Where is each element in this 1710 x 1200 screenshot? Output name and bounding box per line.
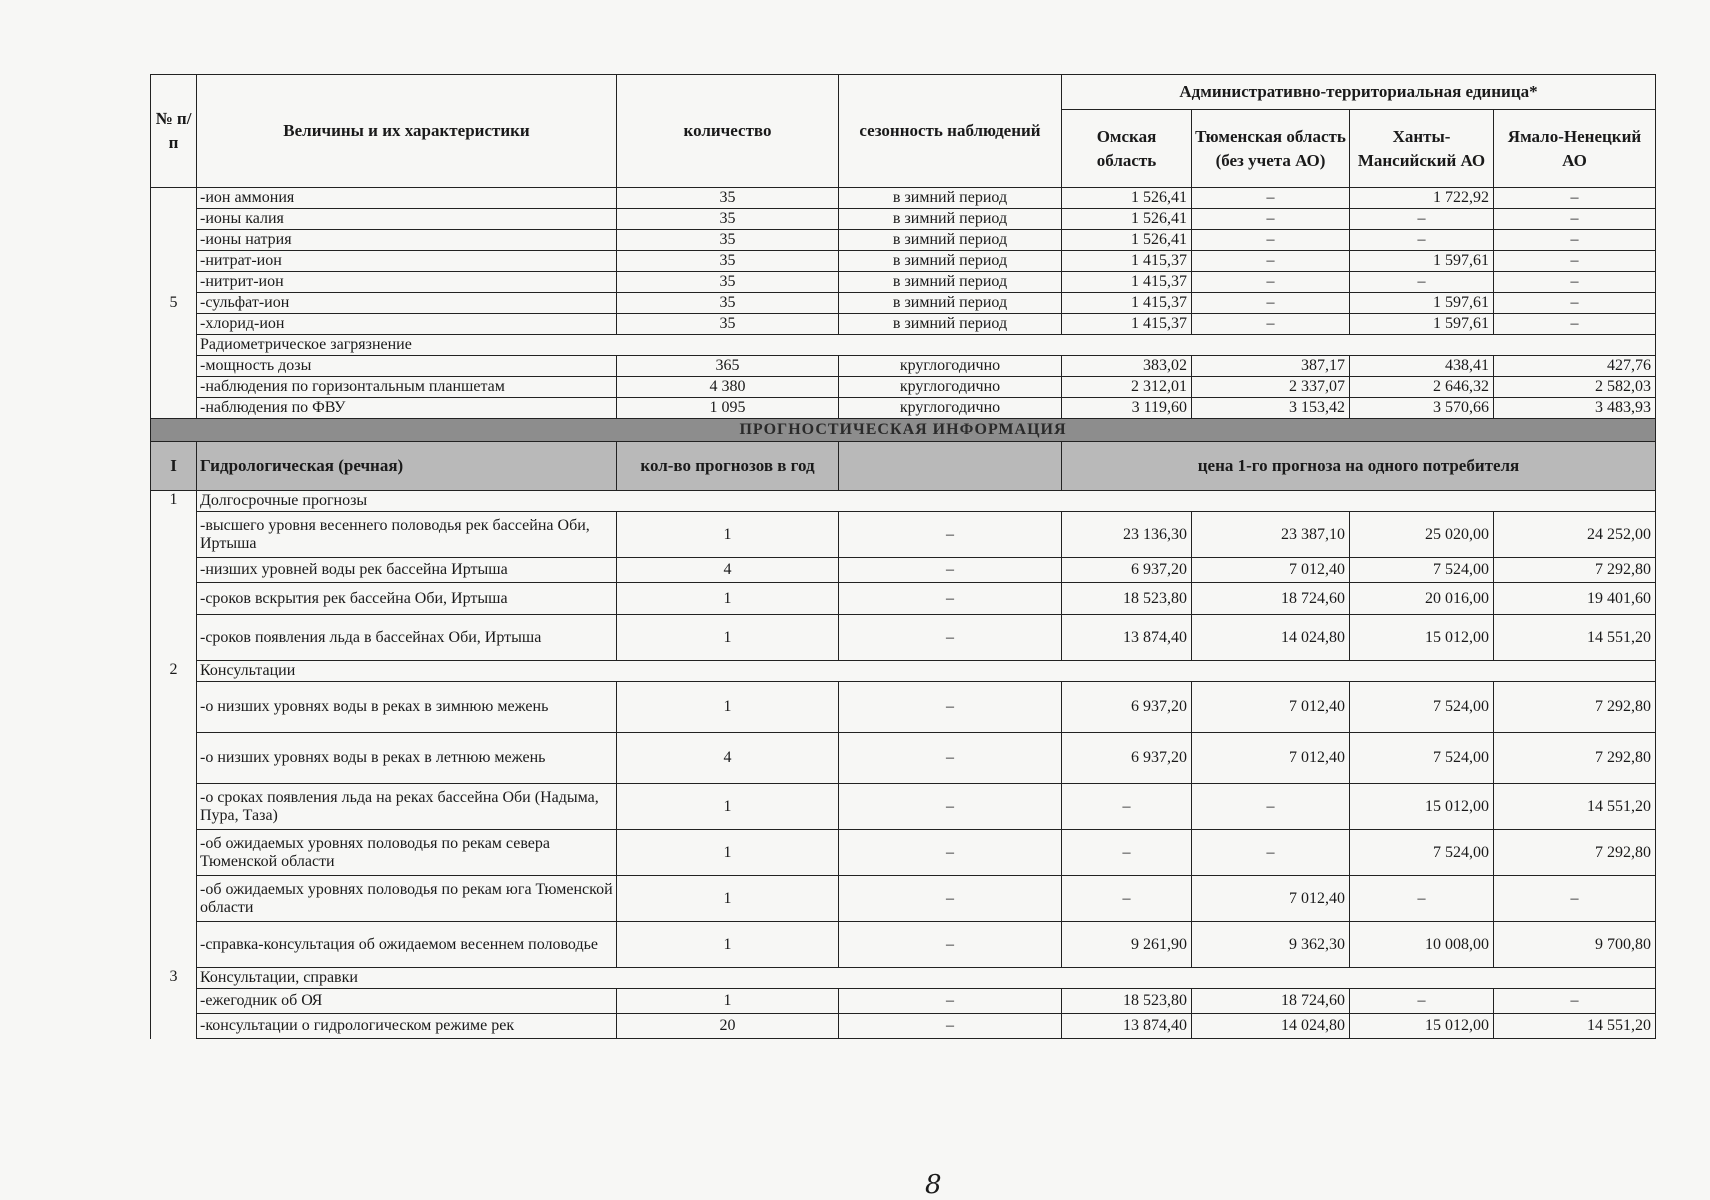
row-name: -мощность дозы (197, 356, 617, 377)
row-season: в зимний период (839, 293, 1062, 314)
row-value: 9 261,90 (1062, 922, 1192, 968)
header-num: № п/п (151, 75, 197, 188)
row-value: 383,02 (1062, 356, 1192, 377)
row-value: – (1192, 272, 1350, 293)
table-row (151, 272, 1656, 293)
row-value: 1 415,37 (1062, 251, 1192, 272)
row-season: – (839, 615, 1062, 661)
row-name: -наблюдения по ФВУ (197, 398, 617, 419)
forecast-band-title: ПРОГНОСТИЧЕСКАЯ ИНФОРМАЦИЯ (151, 419, 1656, 442)
row-value: 1 526,41 (1062, 230, 1192, 251)
table-row (151, 733, 1656, 784)
table-row (151, 230, 1656, 251)
row-value: 7 524,00 (1350, 733, 1494, 784)
row-qty: 20 (617, 1014, 839, 1039)
row-value: 15 012,00 (1350, 615, 1494, 661)
header-admin: Административно-территориальная единица* (1062, 75, 1656, 110)
row-season: – (839, 682, 1062, 733)
row-value: 14 551,20 (1494, 615, 1656, 661)
row-season: – (839, 989, 1062, 1014)
price-table-sheet (150, 74, 1655, 1039)
row-season: в зимний период (839, 209, 1062, 230)
table-row (151, 615, 1656, 661)
row-value: 9 700,80 (1494, 922, 1656, 968)
row-name: -об ожидаемых уровнях половодья по рекам севера Тюменской области (197, 830, 617, 876)
row-name: -сульфат-ион (197, 293, 617, 314)
row-value: 1 526,41 (1062, 188, 1192, 209)
row-season: – (839, 876, 1062, 922)
row-value: – (1192, 293, 1350, 314)
row-name: -ионы калия (197, 209, 617, 230)
row-value: – (1350, 876, 1494, 922)
row-name: -о низших уровнях воды в реках в летнюю межень (197, 733, 617, 784)
row-season: – (839, 558, 1062, 583)
row-value: 23 387,10 (1192, 512, 1350, 558)
row-season: – (839, 830, 1062, 876)
row-season: – (839, 583, 1062, 615)
header-region: Тюменская область (без учета АО) (1192, 110, 1350, 188)
group-num-3: 3 (151, 968, 197, 1039)
row-value: – (1192, 830, 1350, 876)
table-row (151, 512, 1656, 558)
row-value: 14 551,20 (1494, 784, 1656, 830)
row-value: – (1494, 876, 1656, 922)
row-value: – (1192, 251, 1350, 272)
row-value: – (1192, 209, 1350, 230)
row-season: круглогодично (839, 398, 1062, 419)
table-row (151, 876, 1656, 922)
row-value: 9 362,30 (1192, 922, 1350, 968)
section-row (151, 661, 1656, 682)
row-season: – (839, 512, 1062, 558)
row-value: 7 012,40 (1192, 876, 1350, 922)
row-season: – (839, 733, 1062, 784)
row-value: 3 119,60 (1062, 398, 1192, 419)
row-season: – (839, 784, 1062, 830)
row-value: 427,76 (1494, 356, 1656, 377)
row-value: 1 526,41 (1062, 209, 1192, 230)
section-title: Долгосрочные прогнозы (197, 491, 1656, 512)
section-title: Консультации (197, 661, 1656, 682)
row-value: 2 582,03 (1494, 377, 1656, 398)
section-title-radio: Радиометрическое загрязнение (197, 335, 1656, 356)
row-value: 387,17 (1192, 356, 1350, 377)
group-num-5: 5 (151, 188, 197, 419)
row-value: 15 012,00 (1350, 784, 1494, 830)
row-qty: 1 (617, 922, 839, 968)
row-value: 20 016,00 (1350, 583, 1494, 615)
row-value: – (1192, 230, 1350, 251)
forecast-header-num: I (151, 442, 197, 491)
row-value: 7 524,00 (1350, 682, 1494, 733)
row-value: – (1494, 293, 1656, 314)
row-qty: 35 (617, 293, 839, 314)
forecast-header-price: цена 1-го прогноза на одного потребителя (1062, 442, 1656, 491)
row-value: 438,41 (1350, 356, 1494, 377)
row-value: – (1494, 209, 1656, 230)
row-qty: 35 (617, 314, 839, 335)
row-qty: 1 (617, 615, 839, 661)
row-value: 15 012,00 (1350, 1014, 1494, 1039)
row-value: 7 524,00 (1350, 558, 1494, 583)
row-name: -ионы натрия (197, 230, 617, 251)
row-qty: 1 (617, 876, 839, 922)
row-qty: 1 (617, 682, 839, 733)
row-season: – (839, 1014, 1062, 1039)
row-value: – (1494, 188, 1656, 209)
row-value: – (1494, 251, 1656, 272)
row-value: 23 136,30 (1062, 512, 1192, 558)
row-value: 13 874,40 (1062, 615, 1192, 661)
row-value: 6 937,20 (1062, 733, 1192, 784)
section-row (151, 335, 1656, 356)
row-qty: 1 (617, 583, 839, 615)
row-name: -наблюдения по горизонтальным планшетам (197, 377, 617, 398)
row-qty: 1 (617, 512, 839, 558)
table-row (151, 251, 1656, 272)
header-season: сезонность наблюдений (839, 75, 1062, 188)
row-name: -низших уровней воды рек бассейна Иртыша (197, 558, 617, 583)
row-value: 1 415,37 (1062, 272, 1192, 293)
row-name: -ион аммония (197, 188, 617, 209)
row-value: – (1062, 784, 1192, 830)
row-qty: 35 (617, 230, 839, 251)
table-row (151, 830, 1656, 876)
row-value: – (1192, 314, 1350, 335)
row-value: 7 292,80 (1494, 682, 1656, 733)
row-qty: 1 (617, 784, 839, 830)
table-row (151, 398, 1656, 419)
header-qty: количество (617, 75, 839, 188)
row-value: 1 597,61 (1350, 293, 1494, 314)
row-qty: 35 (617, 188, 839, 209)
table-row (151, 356, 1656, 377)
row-qty: 35 (617, 209, 839, 230)
row-qty: 4 (617, 733, 839, 784)
forecast-band (151, 419, 1656, 442)
table-row (151, 314, 1656, 335)
row-value: – (1494, 314, 1656, 335)
row-name: -ежегодник об ОЯ (197, 989, 617, 1014)
table-row (151, 1014, 1656, 1039)
row-value: – (1062, 876, 1192, 922)
row-value: 24 252,00 (1494, 512, 1656, 558)
row-value: 18 724,60 (1192, 989, 1350, 1014)
row-value: – (1494, 989, 1656, 1014)
row-value: – (1350, 989, 1494, 1014)
row-value: 18 523,80 (1062, 989, 1192, 1014)
forecast-header-name: Гидрологическая (речная) (197, 442, 617, 491)
row-value: 3 483,93 (1494, 398, 1656, 419)
price-table (150, 74, 1656, 1039)
table-row (151, 209, 1656, 230)
row-value: 1 415,37 (1062, 293, 1192, 314)
row-season: в зимний период (839, 251, 1062, 272)
row-value: 14 024,80 (1192, 615, 1350, 661)
table-row (151, 682, 1656, 733)
row-value: 18 523,80 (1062, 583, 1192, 615)
row-season: в зимний период (839, 188, 1062, 209)
row-value: 3 153,42 (1192, 398, 1350, 419)
row-value: 7 012,40 (1192, 558, 1350, 583)
row-name: -сроков вскрытия рек бассейна Оби, Иртыша (197, 583, 617, 615)
row-value: 7 292,80 (1494, 558, 1656, 583)
row-value: 14 024,80 (1192, 1014, 1350, 1039)
row-name: -о низших уровнях воды в реках в зимнюю межень (197, 682, 617, 733)
header-region: Омская область (1062, 110, 1192, 188)
table-row (151, 558, 1656, 583)
page-number: 8 (925, 1170, 942, 1200)
row-value: – (1494, 272, 1656, 293)
header-region: Ханты-Мансийский АО (1350, 110, 1494, 188)
row-value: 13 874,40 (1062, 1014, 1192, 1039)
forecast-header-empty (839, 442, 1062, 491)
table-row (151, 583, 1656, 615)
row-value: – (1192, 784, 1350, 830)
row-name: -справка-консультация об ожидаемом весеннем половодье (197, 922, 617, 968)
row-qty: 365 (617, 356, 839, 377)
row-qty: 1 095 (617, 398, 839, 419)
row-value: – (1350, 272, 1494, 293)
row-value: 7 012,40 (1192, 733, 1350, 784)
row-value: 18 724,60 (1192, 583, 1350, 615)
row-value: – (1494, 230, 1656, 251)
forecast-header-qty: кол-во прогнозов в год (617, 442, 839, 491)
row-value: 1 597,61 (1350, 251, 1494, 272)
section-row (151, 491, 1656, 512)
group-num-2: 2 (151, 661, 197, 968)
group-num-1: 1 (151, 491, 197, 661)
row-value: 6 937,20 (1062, 558, 1192, 583)
row-value: – (1062, 830, 1192, 876)
table-row (151, 188, 1656, 209)
row-value: 6 937,20 (1062, 682, 1192, 733)
row-qty: 35 (617, 251, 839, 272)
forecast-header (151, 442, 1656, 491)
row-name: -нитрит-ион (197, 272, 617, 293)
row-value: – (1350, 209, 1494, 230)
row-qty: 4 (617, 558, 839, 583)
row-qty: 35 (617, 272, 839, 293)
row-value: 25 020,00 (1350, 512, 1494, 558)
row-value: 7 524,00 (1350, 830, 1494, 876)
header-name: Величины и их характеристики (197, 75, 617, 188)
row-value: – (1350, 230, 1494, 251)
row-value: 2 646,32 (1350, 377, 1494, 398)
row-value: 19 401,60 (1494, 583, 1656, 615)
row-value: 14 551,20 (1494, 1014, 1656, 1039)
row-season: в зимний период (839, 230, 1062, 251)
row-name: -высшего уровня весеннего половодья рек бассейна Оби, Иртыша (197, 512, 617, 558)
row-name: -об ожидаемых уровнях половодья по рекам юга Тюменской области (197, 876, 617, 922)
row-qty: 1 (617, 989, 839, 1014)
row-value: 1 597,61 (1350, 314, 1494, 335)
row-value: 7 292,80 (1494, 830, 1656, 876)
row-value: – (1192, 188, 1350, 209)
section-row (151, 968, 1656, 989)
row-value: 2 337,07 (1192, 377, 1350, 398)
row-name: -консультации о гидрологическом режиме рек (197, 1014, 617, 1039)
row-value: 10 008,00 (1350, 922, 1494, 968)
row-qty: 1 (617, 830, 839, 876)
row-season: круглогодично (839, 377, 1062, 398)
row-value: 3 570,66 (1350, 398, 1494, 419)
row-season: круглогодично (839, 356, 1062, 377)
row-value: 1 722,92 (1350, 188, 1494, 209)
row-season: в зимний период (839, 272, 1062, 293)
row-value: 2 312,01 (1062, 377, 1192, 398)
row-name: -хлорид-ион (197, 314, 617, 335)
table-row (151, 922, 1656, 968)
row-season: – (839, 922, 1062, 968)
section-title: Консультации, справки (197, 968, 1656, 989)
row-value: 7 292,80 (1494, 733, 1656, 784)
table-row (151, 377, 1656, 398)
header-region: Ямало-Ненецкий АО (1494, 110, 1656, 188)
row-name: -о сроках появления льда на реках бассейна Оби (Надыма, Пура, Таза) (197, 784, 617, 830)
row-name: -сроков появления льда в бассейнах Оби, Иртыша (197, 615, 617, 661)
table-row (151, 784, 1656, 830)
row-qty: 4 380 (617, 377, 839, 398)
row-value: 7 012,40 (1192, 682, 1350, 733)
row-name: -нитрат-ион (197, 251, 617, 272)
table-row (151, 293, 1656, 314)
row-season: в зимний период (839, 314, 1062, 335)
row-value: 1 415,37 (1062, 314, 1192, 335)
table-row (151, 989, 1656, 1014)
